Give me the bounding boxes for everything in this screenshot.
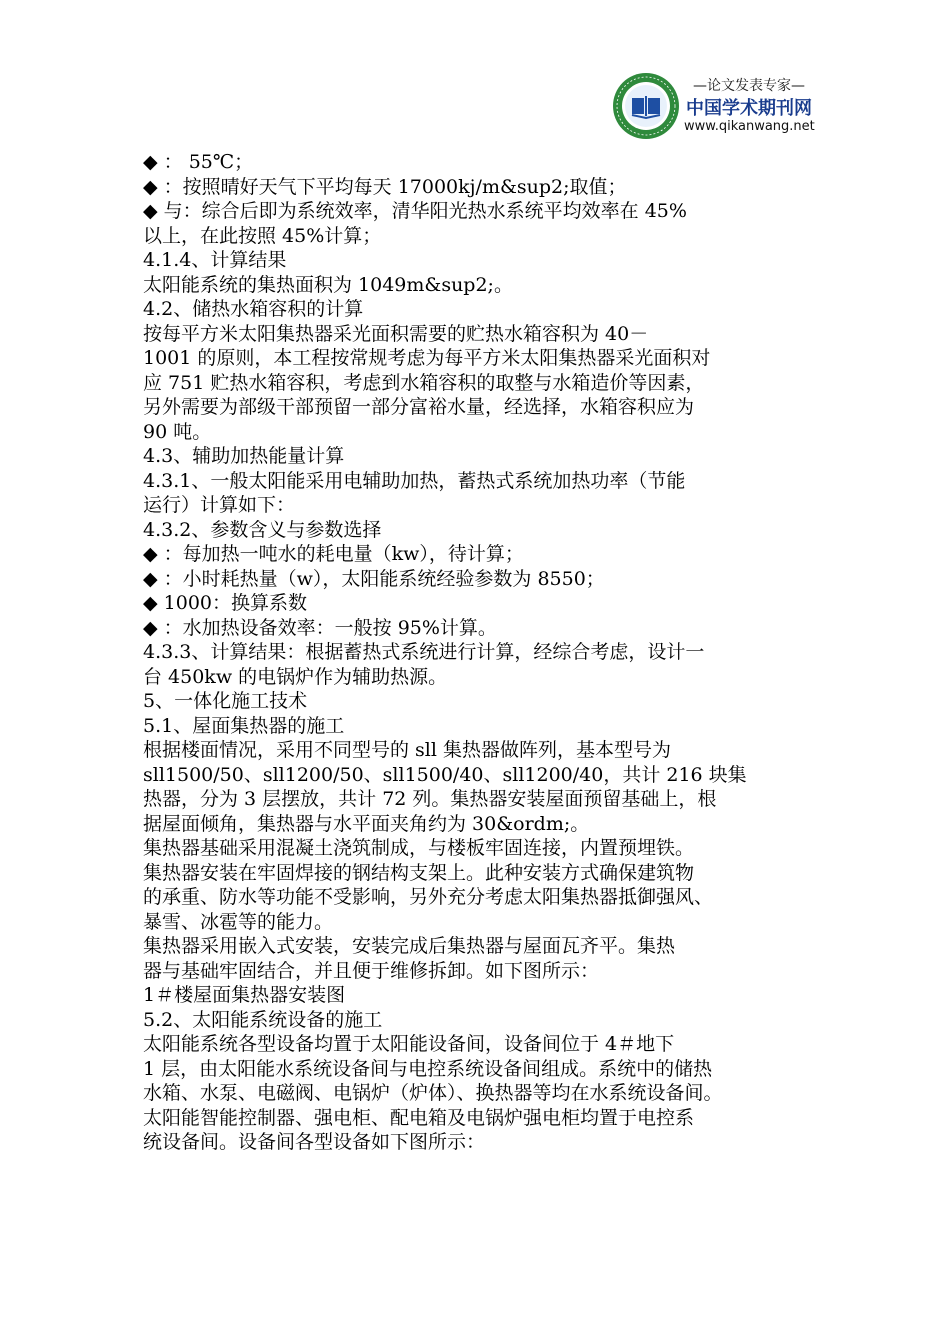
logo-url: www.qikanwang.net bbox=[684, 119, 815, 134]
text-line: ◆ ：水加热设备效率：一般按 95%计算。 bbox=[143, 616, 497, 639]
text-line: 5.2、太阳能系统设备的施工 bbox=[143, 1008, 383, 1031]
text-line: 太阳能智能控制器、强电柜、配电箱及电锅炉强电柜均置于电控系 bbox=[143, 1106, 695, 1129]
text-line: ◆ ：小时耗热量（w），太阳能系统经验参数为 8550； bbox=[143, 567, 605, 590]
text-line: 热器，分为 3 层摆放，共计 72 列。集热器安装屋面预留基础上，根 bbox=[143, 788, 717, 810]
text-line: ◆ 与：综合后即为系统效率，清华阳光热水系统平均效率在 45% bbox=[143, 200, 687, 222]
text-line: 5、一体化施工技术 bbox=[143, 690, 308, 712]
text-line: 器与基础牢固结合，并且便于维修拆卸。如下图所示： bbox=[143, 959, 600, 982]
text-line: 台 450kw 的电锅炉作为辅助热源。 bbox=[143, 665, 448, 688]
text-line: 据屋面倾角，集热器与水平面夹角约为 30&ordm;。 bbox=[143, 812, 590, 835]
logo-name: 中国学术期刊网 bbox=[686, 98, 812, 119]
article-body bbox=[143, 150, 803, 1155]
text-line: 集热器基础采用混凝土浇筑制成，与楼板牢固连接，内置预埋铁。 bbox=[143, 837, 695, 859]
text-line: 4.3、辅助加热能量计算 bbox=[143, 445, 345, 467]
logo-slogan: —论文发表专家— bbox=[693, 78, 805, 94]
text-line: 1 层，由太阳能水系统设备间与电控系统设备间组成。系统中的储热 bbox=[143, 1057, 713, 1080]
text-line: 1001 的原则，本工程按常规考虑为每平方米太阳集热器采光面积对 bbox=[143, 347, 711, 369]
text-line: 运行）计算如下： bbox=[143, 494, 296, 516]
text-line: ◆ ：每加热一吨水的耗电量（kw），待计算； bbox=[143, 543, 524, 565]
text-line: 4.1.4、计算结果 bbox=[143, 249, 287, 271]
text-line: 以上，在此按照 45%计算； bbox=[143, 224, 382, 247]
text-line: 另外需要为部级干部预留一部分富裕水量，经选择，水箱容积应为 bbox=[143, 396, 695, 418]
text-line: 暴雪、冰雹等的能力。 bbox=[143, 910, 334, 933]
seal-icon bbox=[612, 72, 680, 140]
text-line: 按每平方米太阳集热器采光面积需要的贮热水箱容积为 40－ bbox=[143, 322, 649, 345]
text-line: sll1500/50、sll1200/50、sll1500/40、sll1200/40，共计 216 块集 bbox=[143, 763, 747, 786]
text-line: 4.3.1、一般太阳能采用电辅助加热，蓄热式系统加热功率（节能 bbox=[143, 469, 686, 492]
text-line: ◆ ： 55℃； bbox=[143, 151, 254, 173]
text-line: 4.3.2、参数含义与参数选择 bbox=[143, 518, 382, 541]
text-line: 根据楼面情况，采用不同型号的 sll 集热器做阵列，基本型号为 bbox=[143, 739, 671, 761]
logo bbox=[612, 72, 815, 140]
text-line: 1＃楼屋面集热器安装图 bbox=[143, 984, 346, 1006]
text-line: 90 吨。 bbox=[143, 420, 212, 443]
text-line: ◆ ：按照晴好天气下平均每天 17000kj/m&sup2;取值； bbox=[143, 175, 627, 198]
text-line: ◆ 1000：换算系数 bbox=[143, 592, 308, 614]
text-line: 集热器安装在牢固焊接的钢结构支架上。此种安装方式确保建筑物 bbox=[143, 861, 695, 884]
text-line: 集热器采用嵌入式安装，安装完成后集热器与屋面瓦齐平。集热 bbox=[143, 935, 676, 957]
text-line: 4.2、储热水箱容积的计算 bbox=[143, 298, 364, 320]
text-line: 统设备间。设备间各型设备如下图所示： bbox=[143, 1131, 486, 1153]
text-line: 的承重、防水等功能不受影响，另外充分考虑太阳集热器抵御强风、 bbox=[143, 886, 714, 908]
text-line: 太阳能系统的集热面积为 1049m&sup2;。 bbox=[143, 273, 513, 296]
text-line: 4.3.3、计算结果：根据蓄热式系统进行计算，经综合考虑，设计一 bbox=[143, 641, 705, 663]
text-line: 水箱、水泵、电磁阀、电锅炉（炉体）、换热器等均在水系统设备间。 bbox=[143, 1082, 723, 1104]
text-line: 应 751 贮热水箱容积，考虑到水箱容积的取整与水箱造价等因素， bbox=[143, 371, 705, 394]
text-line: 太阳能系统各型设备均置于太阳能设备间，设备间位于 4＃地下 bbox=[143, 1033, 675, 1055]
text-line: 5.1、屋面集热器的施工 bbox=[143, 714, 345, 737]
